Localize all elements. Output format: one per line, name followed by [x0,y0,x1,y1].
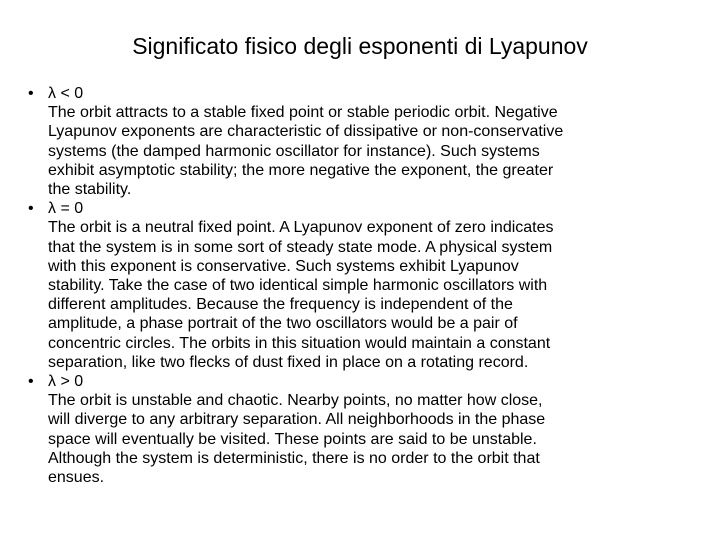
body-line: The orbit is unstable and chaotic. Nearby points, no matter how close, [48,392,543,410]
body-line: will diverge to any arbitrary separation. All neighborhoods in the phase [48,411,546,429]
bullet-heading: λ < 0 [48,85,84,102]
body-line: systems (the damped harmonic oscillator for instance). Such systems [48,142,540,160]
bullet-dot: • [28,200,34,218]
bullet-body [48,391,720,487]
body-line: Although the system is deterministic, there is no order to the orbit that [48,449,540,467]
bullet-item-negative [0,84,720,199]
body-line: separation, like two flecks of dust fixed in place on a rotating record. [48,353,529,371]
page-title: Significato fisico degli esponenti di Lyapunov [132,33,588,59]
body-line: space will eventually be visited. These points are said to be unstable. [48,430,537,448]
bullet-heading: λ = 0 [48,200,84,218]
body-line: amplitude, a phase portrait of the two oscillators would be a pair of [48,315,518,333]
bullet-item-zero [0,199,720,372]
body-line: with this exponent is conservative. Such systems exhibit Lyapunov [48,257,519,275]
bullet-list [0,84,720,487]
body-line: concentric circles. The orbits in this situation would maintain a constant [48,334,551,352]
bullet-heading: λ > 0 [48,373,84,391]
body-line: stability. Take the case of two identical simple harmonic oscillators with [48,277,548,295]
bullet-dot: • [28,85,34,102]
body-line: the stability. [48,181,132,199]
body-line: ensues. [48,469,105,487]
body-line: The orbit attracts to a stable fixed point or stable periodic orbit. Negative [48,104,558,122]
bullet-item-positive [0,372,720,487]
bullet-dot: • [28,373,34,391]
body-line: The orbit is a neutral fixed point. A Lyapunov exponent of zero indicates [48,219,554,237]
bullet-body [48,218,720,372]
body-line: Lyapunov exponents are characteristic of dissipative or non-conservative [48,123,564,141]
body-line: that the system is in some sort of steady state mode. A physical system [48,238,553,256]
body-line: exhibit asymptotic stability; the more negative the exponent, the greater [48,161,554,179]
body-line: different amplitudes. Because the frequency is independent of the [48,296,513,314]
bullet-body [48,103,720,199]
